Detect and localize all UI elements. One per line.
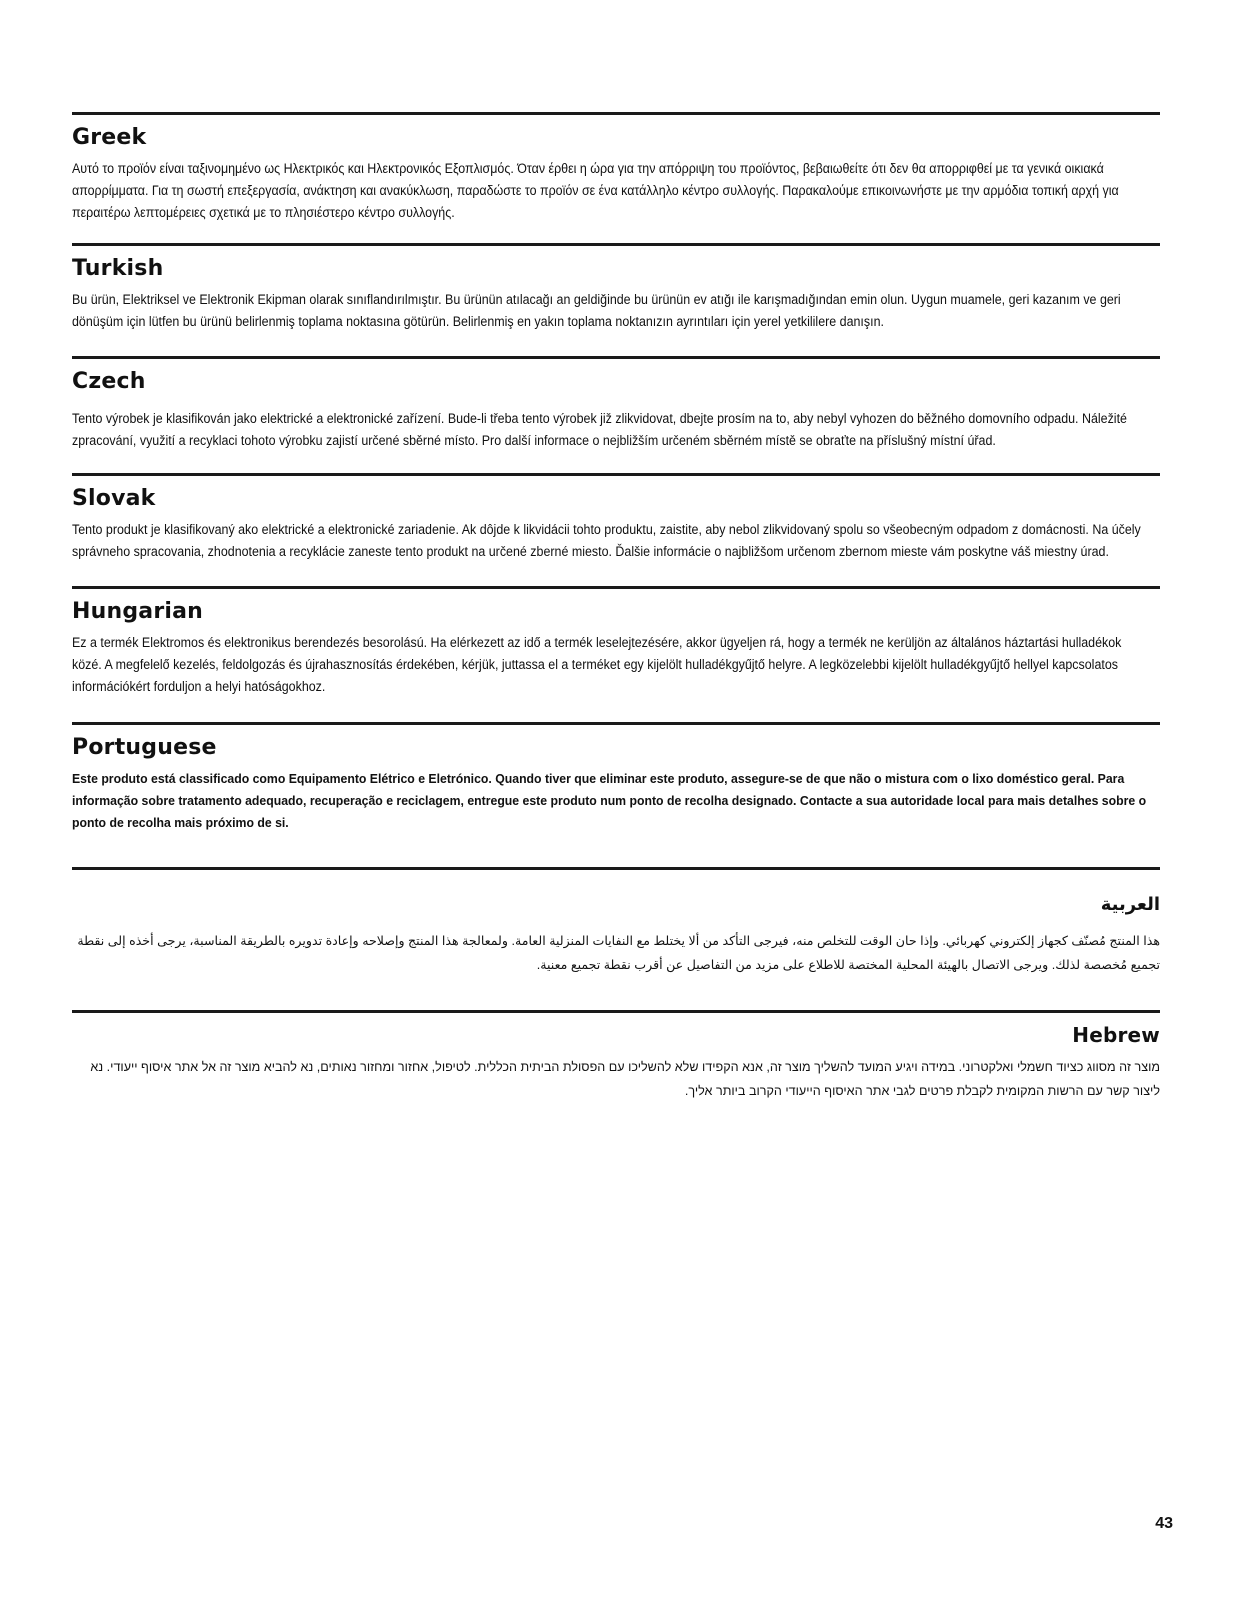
- section-heading: Turkish: [72, 256, 164, 281]
- section-body: מוצר זה מסווג כציוד חשמלי ואלקטרוני. במידה ויגיע המועד להשליך מוצר זה, אנא הקפידו שלא להשליכו עם הפסולת הביתית הכללית. לטיפול, אחזור ומחזור נאותים, נא להביא מוצר זה אל אתר איסוף ייעודי. נא ליצור קשר עם הרשות המקומית לקבלת פרטים לגבי אתר האיסוף הייעודי הקרוב ביותר אליך.: [90, 1060, 1160, 1098]
- section-hebrew: [72, 1010, 1160, 1103]
- section-body: Tento výrobek je klasifikován jako elektrické a elektronické zařízení. Bude-li třeba tento výrobek již zlikvidovat, dbejte prosím na to, aby nebyl vyhozen do běžného domovního odpadu. Náležité zpracování, využití a recyklaci tohoto výrobku zajistí určené sběrné místo. Pro další informace o nejbližším určeném sběrném místě se obraťte na příslušný místní úřad.: [72, 411, 1127, 448]
- section-body: Αυτό το προϊόν είναι ταξινομημένο ως Ηλεκτρικός και Ηλεκτρονικός Εξοπλισμός. Όταν έρθει η ώρα για την απόρριψη του προϊόντος, βεβαιωθείτε ότι δεν θα απορριφθεί με τα γενικά οικιακά απορρίμματα. Για τη σωστή επεξεργασία, ανάκτηση και ανακύκλωση, παραδώστε το προϊόν σε ένα κατάλληλο κέντρο συλλογής. Παρακαλούμε επικοινωνήστε με την αρμόδια τοπική αρχή για περαιτέρω λεπτομέρειες σχετικά με το πλησιέστερο κέντρο συλλογής.: [72, 161, 1119, 220]
- section-body: Este produto está classificado como Equipamento Elétrico e Eletrónico. Quando tiver que eliminar este produto, assegure-se de que não o mistura com o lixo doméstico geral. Para informação sobre tratamento adequado, recuperação e reciclagem, entregue este produto num ponto de recolha designado. Contacte a sua autoridade local para mais detalhes sobre o ponto de recolha mais próximo de si.: [72, 771, 1147, 830]
- section-body: Tento produkt je klasifikovaný ako elektrické a elektronické zariadenie. Ak dôjde k likvidácii tohto produktu, zaistite, aby nebol zlikvidovaný spolu so všeobecným odpadom z domácnosti. Na účely správneho spracovania, zhodnotenia a recyklácie zaneste tento produkt na určené zberné miesto. Ďalšie informácie o najbližšom určenom zbernom mieste vám poskytne váš miestny úrad.: [72, 522, 1141, 559]
- section-greek: [72, 112, 1160, 235]
- section-heading: Hebrew: [1072, 1023, 1160, 1047]
- section-heading: Czech: [72, 369, 146, 394]
- section-czech: [72, 356, 1160, 465]
- section-heading: Greek: [72, 125, 147, 150]
- section-hungarian: [72, 586, 1160, 712]
- section-slovak: [72, 473, 1160, 578]
- section-arabic: [72, 867, 1160, 1002]
- document-page: [72, 112, 1160, 1103]
- page-number: 43: [1155, 1515, 1173, 1532]
- section-heading: Slovak: [72, 486, 156, 511]
- section-heading: Hungarian: [72, 599, 204, 624]
- section-heading: العربية: [1100, 894, 1160, 915]
- section-portuguese: [72, 722, 1160, 867]
- section-heading: Portuguese: [72, 735, 217, 760]
- section-body: Bu ürün, Elektriksel ve Elektronik Ekipman olarak sınıflandırılmıştır. Bu ürünün atılacağı an geldiğinde bu ürünün ev atığı ile karışmadığından emin olun. Uygun muamele, geri kazanım ve geri dönüşüm için lütfen bu ürünü belirlenmiş toplama noktasına götürün. Belirlenmiş en yakın toplama noktanızın ayrıntıları için yerel yetkililere danışın.: [72, 292, 1121, 329]
- section-turkish: [72, 243, 1160, 348]
- section-body: هذا المنتج مُصنّف كجهاز إلكتروني كهربائي. وإذا حان الوقت للتخلص منه، فيرجى التأكد من ألا يختلط مع النفايات المنزلية العامة. ولمعالجة هذا المنتج وإصلاحه وإعادة تدويره بالطريقة المناسبة، يرجى أخذه إلى نقطة تجميع مُخصصة لذلك. ويرجى الاتصال بالهيئة المحلية المختصة للاطلاع على مزيد من التفاصيل عن أقرب نقطة تجميع معنية.: [77, 934, 1160, 972]
- section-body: Ez a termék Elektromos és elektronikus berendezés besorolású. Ha elérkezett az idő a termék leselejtezésére, akkor ügyeljen rá, hogy a termék ne kerüljön az általános háztartási hulladékok közé. A megfelelő kezelés, feldolgozás és újrahasznosítás érdekében, kérjük, juttassa el a terméket egy kijelölt hulladékgyűjtő helyre. A legközelebbi kijelölt hulladékgyűjtő hellyel kapcsolatos információkért forduljon a helyi hatóságokhoz.: [72, 635, 1122, 694]
